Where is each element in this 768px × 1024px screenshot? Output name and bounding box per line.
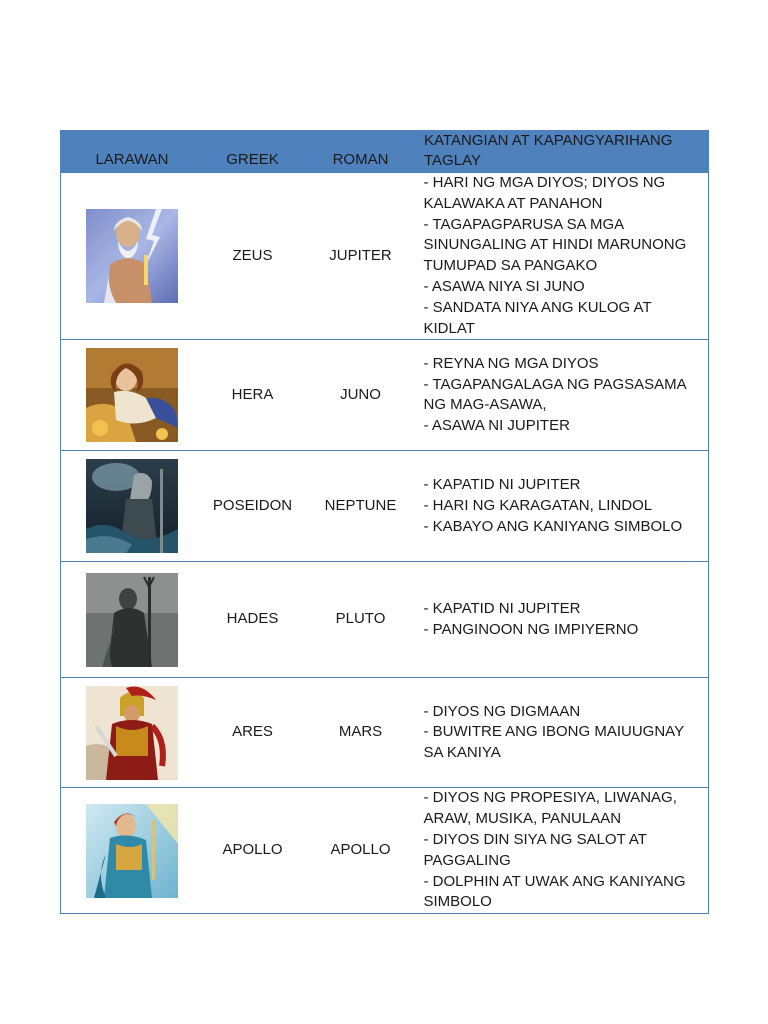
cell-roman-zeus: JUPITER xyxy=(302,173,420,340)
cell-desc-poseidon xyxy=(420,451,709,562)
table-header-row xyxy=(61,131,709,173)
header-roman: ROMAN xyxy=(302,131,420,173)
cell-greek-zeus: ZEUS xyxy=(204,173,302,340)
desc-line: KIDLAT xyxy=(423,319,475,337)
cell-image-hades xyxy=(61,562,204,678)
desc-line: - ASAWA NI JUPITER xyxy=(423,417,570,435)
cell-greek-ares: ARES xyxy=(204,678,302,788)
ares-portrait-image xyxy=(86,686,178,780)
cell-roman-poseidon: NEPTUNE xyxy=(302,451,420,562)
hades-portrait-image xyxy=(86,573,178,667)
desc-line: - TAGAPAGPARUSA SA MGA xyxy=(423,215,625,233)
cell-desc-hera xyxy=(420,340,709,451)
cell-image-hera xyxy=(61,340,204,451)
header-katangian xyxy=(420,131,709,173)
poseidon-portrait-image xyxy=(86,459,178,553)
cell-greek-hades: HADES xyxy=(204,562,302,678)
cell-roman-apollo: APOLLO xyxy=(302,788,420,914)
cell-desc-apollo xyxy=(420,788,709,914)
desc-line: - ASAWA NIYA SI JUNO xyxy=(423,277,585,295)
desc-line: TUMUPAD SA PANGAKO xyxy=(423,257,598,275)
cell-image-ares xyxy=(61,678,204,788)
desc-line: PAGGALING xyxy=(423,851,511,869)
table-row-apollo xyxy=(61,788,709,914)
cell-desc-ares xyxy=(420,678,709,788)
desc-line: - TAGAPANGALAGA NG PAGSASAMA xyxy=(423,375,687,393)
header-katangian-line-2: TAGLAY xyxy=(424,152,481,169)
desc-line: - DIYOS NG DIGMAAN xyxy=(423,702,581,720)
cell-greek-hera: HERA xyxy=(204,340,302,451)
desc-line: SA KANIYA xyxy=(423,744,501,762)
desc-line: - SANDATA NIYA ANG KULOG AT xyxy=(423,298,652,316)
cell-greek-poseidon: POSEIDON xyxy=(204,451,302,562)
cell-image-apollo xyxy=(61,788,204,914)
desc-line: - KAPATID NI JUPITER xyxy=(423,476,581,494)
table-row-zeus xyxy=(61,173,709,340)
gods-table xyxy=(60,130,709,914)
cell-desc-hades xyxy=(420,562,709,678)
header-katangian-line-1: KATANGIAN AT KAPANGYARIHANG xyxy=(424,132,673,149)
desc-line: - HARI NG MGA DIYOS; DIYOS NG xyxy=(423,174,666,191)
header-greek: GREEK xyxy=(204,131,302,173)
apollo-portrait-image xyxy=(86,804,178,898)
hera-portrait-image xyxy=(86,348,178,442)
desc-line: ARAW, MUSIKA, PANULAAN xyxy=(423,810,622,828)
cell-desc-zeus xyxy=(420,173,709,340)
cell-roman-hera: JUNO xyxy=(302,340,420,451)
desc-line: - DIYOS DIN SIYA NG SALOT AT xyxy=(423,831,647,849)
desc-line: SINUNGALING AT HINDI MARUNONG xyxy=(423,236,687,254)
desc-line: - KABAYO ANG KANIYANG SIMBOLO xyxy=(423,517,683,535)
desc-line: - BUWITRE ANG IBONG MAIUUGNAY xyxy=(423,723,685,741)
header-larawan: LARAWAN xyxy=(61,131,204,173)
cell-image-zeus xyxy=(61,173,204,340)
desc-line: NG MAG-ASAWA, xyxy=(423,396,547,414)
table-row-poseidon xyxy=(61,451,709,562)
cell-image-poseidon xyxy=(61,451,204,562)
desc-line: - DOLPHIN AT UWAK ANG KANIYANG xyxy=(423,872,686,890)
desc-line: KALAWAKA AT PANAHON xyxy=(423,194,603,212)
cell-greek-apollo: APOLLO xyxy=(204,788,302,914)
desc-line: - PANGINOON NG IMPIYERNO xyxy=(423,620,639,638)
desc-line: SIMBOLO xyxy=(423,893,492,911)
table-row-hera xyxy=(61,340,709,451)
desc-line: - KAPATID NI JUPITER xyxy=(423,600,581,618)
desc-line: - DIYOS NG PROPESIYA, LIWANAG, xyxy=(423,789,677,807)
cell-roman-hades: PLUTO xyxy=(302,562,420,678)
cell-roman-ares: MARS xyxy=(302,678,420,788)
desc-line: - HARI NG KARAGATAN, LINDOL xyxy=(423,496,653,514)
table-row-ares xyxy=(61,678,709,788)
zeus-portrait-image xyxy=(86,209,178,303)
desc-line: - REYNA NG MGA DIYOS xyxy=(423,354,599,372)
table-row-hades xyxy=(61,562,709,678)
